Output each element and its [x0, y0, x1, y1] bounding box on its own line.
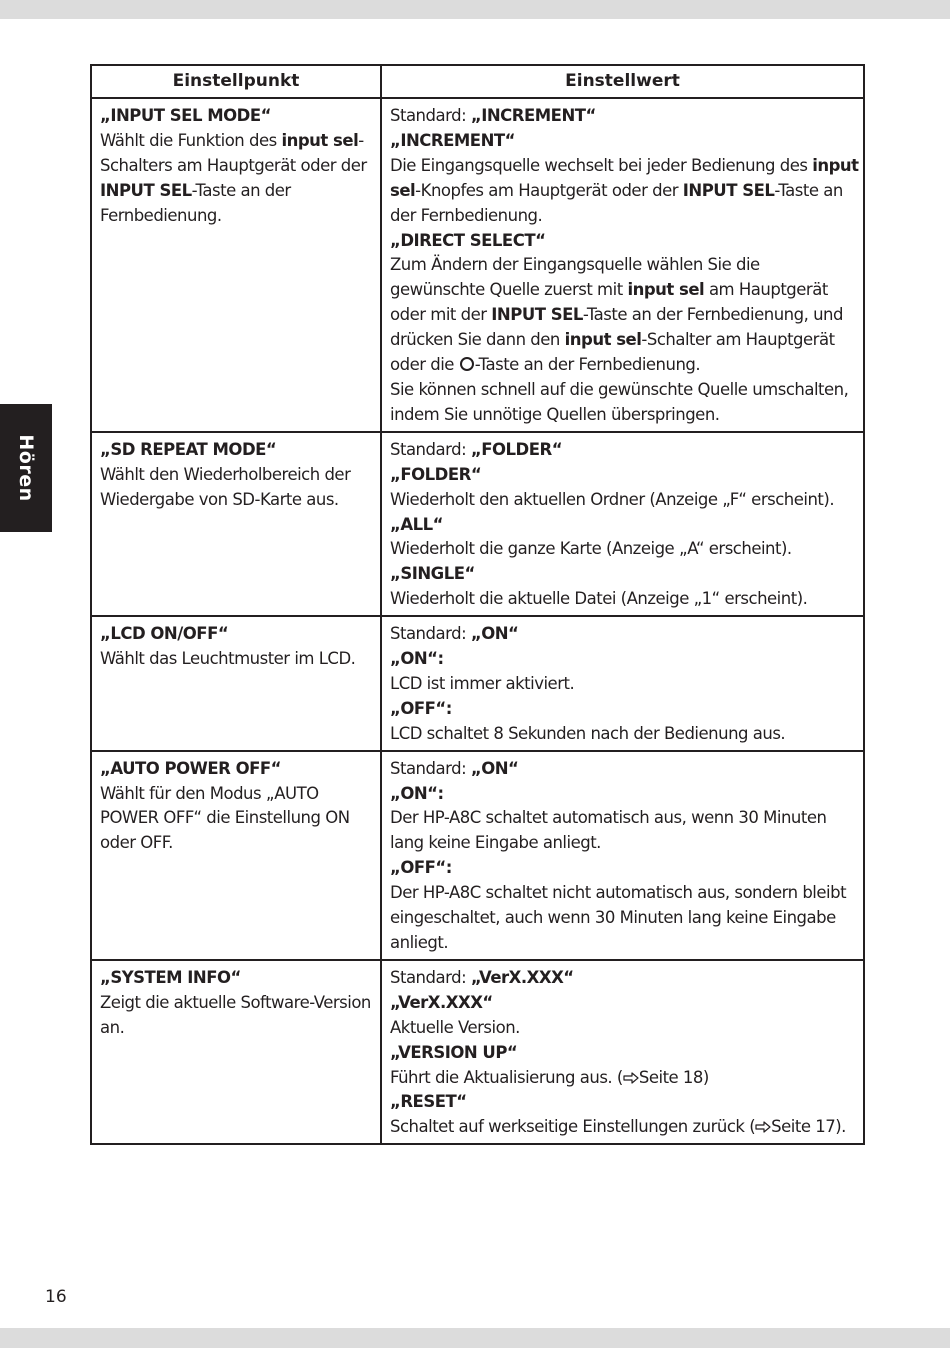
setting-value-cell: [381, 960, 864, 1144]
setting-description: Wählt die Funktion des input sel-Schalters am Hauptgerät oder der INPUT SEL-Taste an der Fernbedienung.: [100, 130, 367, 225]
settings-table: [90, 64, 865, 1145]
option-title: „DIRECT SELECT“: [390, 230, 546, 250]
table-row: [91, 960, 864, 1144]
standard-value: Standard: „INCREMENT“: [390, 106, 596, 125]
option-title: „OFF“:: [390, 858, 452, 878]
setting-value-cell: [381, 432, 864, 616]
option-text: Wiederholt den aktuellen Ordner (Anzeige „F“ erscheint).: [390, 489, 835, 509]
table-row: [91, 616, 864, 751]
option-title: „ALL“: [390, 514, 443, 534]
table-header-row: [91, 65, 864, 98]
option-title: „VerX.XXX“: [390, 992, 493, 1012]
header-einstellwert: Einstellwert: [381, 65, 864, 98]
setting-title: „INPUT SEL MODE“: [100, 106, 271, 125]
setting-item-cell: [91, 751, 381, 960]
side-tab: [0, 404, 52, 532]
option-title: „VERSION UP“: [390, 1042, 518, 1062]
standard-value: Standard: „FOLDER“: [390, 439, 563, 459]
option-title: „OFF“:: [390, 698, 452, 718]
reference-arrow-icon: [755, 1121, 771, 1133]
standard-value: Standard: „ON“: [390, 758, 519, 778]
setting-description: Wählt das Leuchtmuster im LCD.: [100, 649, 356, 669]
option-text: Führt die Aktualisierung aus. ( Seite 18): [390, 1067, 709, 1087]
option-title: „ON“:: [390, 649, 444, 669]
option-text: Schaltet auf werkseitige Einstellungen zurück ( Seite 17).: [390, 1117, 846, 1137]
setting-description: Wählt den Wiederholbereich der Wiedergabe von SD-Karte aus.: [100, 464, 351, 509]
standard-value: Standard: „VerX.XXX“: [390, 967, 574, 987]
setting-item-cell: [91, 960, 381, 1144]
option-text: Der HP-A8C schaltet nicht automatisch aus, sondern bleibt eingeschaltet, auch wenn 30 Minuten lang keine Eingabe anliegt.: [390, 883, 847, 952]
option-title: „SINGLE“: [390, 564, 475, 584]
option-text: Der HP-A8C schaltet automatisch aus, wenn 30 Minuten lang keine Eingabe anliegt.: [390, 808, 827, 853]
option-title: „RESET“: [390, 1092, 467, 1112]
setting-value-cell: [381, 98, 864, 432]
option-text: Wiederholt die aktuelle Datei (Anzeige „1“ erscheint).: [390, 589, 808, 609]
setting-title: „SD REPEAT MODE“: [100, 439, 277, 459]
setting-title: „AUTO POWER OFF“: [100, 758, 281, 778]
bottom-band: [0, 1328, 950, 1348]
standard-value: Standard: „ON“: [390, 624, 519, 644]
setting-value-cell: [381, 751, 864, 960]
setting-title: „SYSTEM INFO“: [100, 967, 241, 987]
table-row: [91, 98, 864, 432]
page-number: 16: [45, 1287, 67, 1307]
side-tab-label: Hören: [15, 434, 37, 502]
setting-description: Wählt für den Modus „AUTO POWER OFF“ die Einstellung ON oder OFF.: [100, 783, 350, 853]
setting-title: „LCD ON/OFF“: [100, 624, 229, 644]
option-text: LCD schaltet 8 Sekunden nach der Bedienung aus.: [390, 723, 786, 743]
setting-item-cell: [91, 616, 381, 751]
option-text: LCD ist immer aktiviert.: [390, 673, 575, 693]
option-title: „INCREMENT“: [390, 130, 515, 150]
table-row: [91, 432, 864, 616]
option-title: „ON“:: [390, 783, 444, 803]
option-title: „FOLDER“: [390, 464, 482, 484]
option-text: Die Eingangsquelle wechselt bei jeder Bedienung des input sel-Knopfes am Hauptgerät oder der INPUT SEL-Taste an der Fernbedienung.: [390, 155, 859, 225]
option-text: Zum Ändern der Eingangsquelle wählen Sie die gewünschte Quelle zuerst mit input sel am Hauptgerät oder mit der INPUT SEL-Taste an der Fernbedienung, und drücken Sie dann den input sel-Schalter am Hauptgerät oder die -Taste an der Fernbedienung.: [390, 255, 843, 375]
option-note: Sie können schnell auf die gewünschte Quelle umschalten, indem Sie unnötige Quellen überspringen.: [390, 379, 849, 424]
top-band: [0, 0, 950, 19]
setting-item-cell: [91, 98, 381, 432]
setting-description: Zeigt die aktuelle Software-Version an.: [100, 992, 371, 1037]
option-text: Wiederholt die ganze Karte (Anzeige „A“ erscheint).: [390, 539, 792, 559]
header-einstellpunkt: Einstellpunkt: [91, 65, 381, 98]
reference-arrow-icon: [623, 1072, 639, 1084]
option-text: Aktuelle Version.: [390, 1017, 520, 1037]
table-row: [91, 751, 864, 960]
setting-value-cell: [381, 616, 864, 751]
circle-button-icon: [460, 357, 474, 371]
setting-item-cell: [91, 432, 381, 616]
